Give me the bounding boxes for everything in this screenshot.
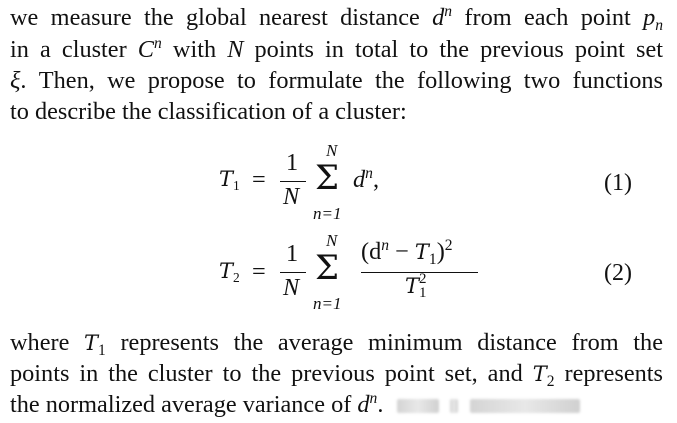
text-span: .: [377, 391, 384, 418]
eq2-numerator: 1: [286, 240, 299, 267]
text-span: in a cluster: [10, 36, 138, 63]
text-line-7: [10, 390, 663, 420]
math-symbol-p: p: [643, 4, 656, 31]
eq1-equals: =: [252, 166, 266, 193]
math-subscript-2: 2: [546, 372, 555, 390]
eq2-den-t: T: [405, 274, 420, 298]
math-symbol-d: d: [357, 391, 370, 418]
eq2-number: (2): [604, 260, 632, 286]
math-superscript-n: n: [369, 390, 378, 408]
text-span: where: [10, 329, 84, 356]
eq2-equals: =: [252, 258, 266, 285]
eq2-sigma: Σ: [315, 248, 340, 288]
math-subscript-1: 1: [98, 341, 106, 359]
text-line-2: [10, 35, 663, 65]
text-line-4: [10, 97, 663, 127]
text-span: points in total to the previous point set: [243, 36, 663, 63]
eq2-num-open: (d: [361, 238, 382, 265]
eq1-lhs-symbol: T: [219, 167, 234, 191]
math-superscript-n: n: [444, 3, 453, 21]
eq1-number: (1): [604, 170, 632, 196]
eq2-num-t: T: [414, 240, 429, 264]
text-span: we measure the global nearest distance: [10, 4, 433, 31]
eq2-sum-upper-limit: N: [326, 231, 338, 250]
text-line-5: [10, 328, 663, 358]
eq1-denominator: N: [283, 183, 300, 210]
equation-2: [0, 228, 677, 318]
math-symbol-d: d: [432, 4, 445, 31]
blurred-text: [397, 399, 439, 413]
text-span: the normalized average variance of: [10, 391, 358, 418]
eq1-sum-upper-limit: N: [326, 141, 338, 160]
blurred-text: [450, 399, 458, 413]
eq1-comma: ,: [372, 166, 380, 193]
eq1-sigma: Σ: [315, 158, 340, 198]
math-superscript-n: n: [154, 35, 162, 53]
eq2-denominator: N: [283, 274, 300, 301]
eq2-numerator-expression: [361, 238, 453, 266]
eq2-lhs-subscript: 2: [233, 270, 240, 286]
eq2-num-minus: −: [389, 238, 415, 265]
text-span: represents the average minimum distance from the: [105, 329, 663, 356]
eq1-sum-lower-limit: n=1: [313, 204, 342, 223]
eq2-num-sup: n: [381, 237, 390, 255]
eq2-sum-lower-limit: n=1: [313, 294, 342, 313]
eq2-den-t-sup: 2: [419, 271, 427, 287]
eq1-term-d: d: [353, 166, 366, 193]
eq1-term-sup: n: [365, 165, 373, 183]
equation-1: [0, 140, 677, 230]
text-line-1: [10, 3, 663, 33]
text-span: points in the cluster to the previous point set, and: [10, 360, 533, 387]
math-symbol-c: C: [137, 36, 154, 63]
eq2-lhs-symbol: T: [219, 259, 234, 283]
math-symbol-n: N: [227, 36, 244, 63]
eq1-lhs: [219, 167, 240, 194]
text-line-6: [10, 359, 663, 389]
eq2-num-close: ): [436, 238, 445, 265]
eq2-num-close-sup: 2: [444, 237, 453, 255]
eq2-lhs: [219, 259, 240, 286]
eq2-num-t-sub: 1: [428, 250, 437, 268]
eq1-numerator: 1: [286, 149, 299, 176]
eq2-den-t-sub: 1: [419, 285, 427, 301]
math-symbol-t1: T: [84, 331, 99, 355]
eq1-lhs-subscript: 1: [233, 178, 240, 194]
blurred-text: [470, 399, 580, 413]
eq2-denominator-expression: [405, 272, 429, 300]
eq1-term: [353, 166, 379, 194]
text-span: represents: [554, 360, 663, 387]
math-symbol-t2: T: [532, 362, 547, 386]
text-span: from each point: [452, 4, 644, 31]
text-line-3: [10, 66, 663, 96]
math-symbol-xi: ξ: [10, 67, 21, 94]
text-span: to describe the classification of a cluster:: [10, 98, 407, 125]
text-span: . Then, we propose to formulate the following two functions: [20, 67, 663, 94]
text-span: with: [161, 36, 228, 63]
math-subscript-n: n: [655, 16, 663, 34]
